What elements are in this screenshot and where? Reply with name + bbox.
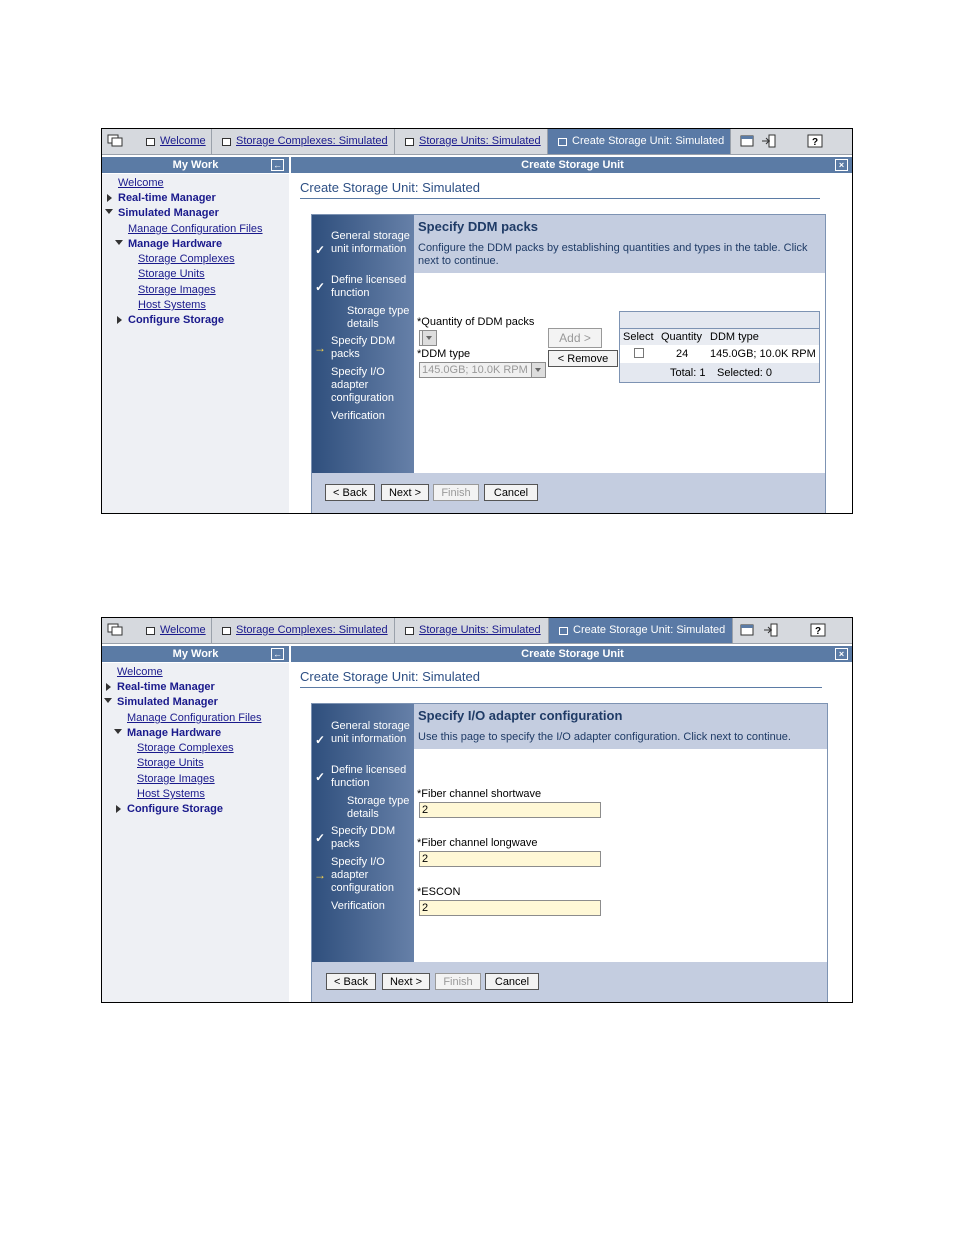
checkmark-icon: ✓: [315, 280, 326, 294]
escon-label: *ESCON: [417, 886, 461, 898]
ddm-type-value: 145.0GB; 10.0K RPM: [422, 364, 528, 376]
close-icon[interactable]: ×: [835, 159, 848, 171]
tab-storage-units-link[interactable]: Storage Units: Simulated: [419, 135, 541, 147]
wizard-panel: [311, 214, 826, 514]
nav-storage-images[interactable]: Storage Images: [137, 773, 215, 785]
step-general: General storage unit information: [331, 720, 410, 745]
wizard-steps: [312, 215, 414, 473]
nav-configure-storage[interactable]: Configure Storage: [127, 803, 223, 815]
logout-icon[interactable]: [761, 134, 777, 148]
fiber-longwave-input[interactable]: 2: [419, 851, 601, 867]
back-button[interactable]: < Back: [326, 973, 376, 990]
ddm-table: [619, 311, 820, 383]
tab-create-storage-unit[interactable]: [548, 129, 731, 154]
wizard-steps: [312, 704, 414, 962]
fiber-shortwave-label: *Fiber channel shortwave: [417, 788, 542, 800]
navigation-tree: [102, 663, 289, 1003]
table-selected: Selected: 0: [717, 367, 773, 379]
current-step-arrow-icon: →: [314, 868, 326, 882]
help-icon[interactable]: [810, 623, 826, 637]
row-quantity: 24: [676, 348, 689, 360]
tab-create-storage-unit-label: Create Storage Unit: Simulated: [573, 624, 726, 636]
my-work-title: My Work: [172, 159, 219, 171]
escon-input[interactable]: 2: [419, 900, 601, 916]
create-storage-unit-title: Create Storage Unit: [521, 159, 624, 171]
wizard-panel: [311, 703, 828, 1003]
step-storage-type: Storage type details: [347, 305, 410, 330]
close-icon[interactable]: ×: [835, 648, 848, 660]
row-ddm-type: 145.0GB; 10.0K RPM: [710, 348, 816, 360]
tab-storage-complexes-link[interactable]: Storage Complexes: Simulated: [236, 135, 388, 147]
cancel-button[interactable]: Cancel: [485, 973, 539, 990]
panel-header: [414, 704, 828, 749]
nav-manage-hardware[interactable]: Manage Hardware: [127, 727, 222, 739]
add-button[interactable]: Add >: [548, 328, 602, 348]
create-storage-unit-title: Create Storage Unit: [521, 648, 624, 660]
tab-storage-complexes[interactable]: [212, 129, 395, 154]
nav-storage-images[interactable]: Storage Images: [138, 284, 216, 296]
finish-button[interactable]: Finish: [435, 973, 481, 990]
content-area: [291, 174, 853, 514]
title-divider: [300, 687, 822, 688]
nav-welcome[interactable]: Welcome: [117, 666, 163, 678]
column-select[interactable]: Select: [623, 331, 654, 343]
next-button[interactable]: Next >: [381, 484, 429, 501]
quantity-label: *Quantity of DDM packs: [417, 316, 535, 328]
current-step-arrow-icon: →: [314, 341, 326, 355]
page-title: Create Storage Unit: Simulated: [300, 180, 480, 195]
nav-manage-hardware[interactable]: Manage Hardware: [128, 238, 223, 250]
panel-header: [414, 215, 826, 273]
nav-simulated-manager[interactable]: Simulated Manager: [117, 696, 218, 708]
windows-icon[interactable]: [107, 134, 123, 148]
checkmark-icon: ✓: [315, 243, 326, 257]
screenshot-io-adapter: [101, 617, 853, 1003]
create-storage-unit-header: [291, 157, 853, 173]
page-title: Create Storage Unit: Simulated: [300, 669, 480, 684]
navigation-tree: [102, 174, 289, 514]
wizard-footer: [312, 473, 826, 514]
nav-manage-config-files[interactable]: Manage Configuration Files: [128, 223, 263, 235]
create-storage-unit-header: [291, 646, 853, 662]
expand-icon[interactable]: [106, 683, 111, 691]
cancel-button[interactable]: Cancel: [484, 484, 538, 501]
row-select-checkbox[interactable]: [634, 348, 644, 358]
content-area: [291, 663, 853, 1003]
tab-welcome[interactable]: [136, 129, 212, 154]
fiber-shortwave-input[interactable]: 2: [419, 802, 601, 818]
nav-realtime-manager[interactable]: Real-time Manager: [117, 681, 215, 693]
tab-create-storage-unit[interactable]: [549, 618, 733, 643]
panel-description: Configure the DDM packs by establishing quantities and types in the table. Click next to continue.: [418, 242, 808, 267]
step-ddm-packs: Specify DDM packs: [331, 825, 396, 850]
finish-button[interactable]: Finish: [433, 484, 479, 501]
back-button[interactable]: < Back: [325, 484, 375, 501]
nav-storage-complexes[interactable]: Storage Complexes: [138, 253, 235, 265]
panel-title: Specify I/O adapter configuration: [418, 708, 623, 723]
expand-icon[interactable]: [117, 316, 122, 324]
collapse-icon[interactable]: [105, 209, 113, 214]
my-work-title: My Work: [172, 648, 219, 660]
nav-storage-units[interactable]: Storage Units: [138, 268, 205, 280]
tab-welcome-link[interactable]: Welcome: [160, 135, 206, 147]
tab-storage-units[interactable]: [395, 618, 549, 643]
nav-storage-complexes[interactable]: Storage Complexes: [137, 742, 234, 754]
nav-host-systems[interactable]: Host Systems: [138, 299, 206, 311]
tab-storage-units[interactable]: [395, 129, 548, 154]
step-verification: Verification: [331, 410, 385, 422]
my-work-header: [102, 646, 289, 662]
svg-text:?: ?: [814, 626, 822, 637]
step-io-adapter: Specify I/O adapter configuration: [331, 366, 394, 404]
panel-description: Use this page to specify the I/O adapter configuration. Click next to continue.: [418, 731, 791, 743]
checkmark-icon: ✓: [315, 770, 326, 784]
checkmark-icon: ✓: [315, 831, 326, 845]
tab-storage-complexes-link[interactable]: Storage Complexes: Simulated: [236, 624, 388, 636]
tab-welcome-link[interactable]: Welcome: [160, 624, 206, 636]
title-divider: [300, 198, 820, 199]
tab-storage-units-link[interactable]: Storage Units: Simulated: [419, 624, 541, 636]
minimize-icon[interactable]: [739, 623, 755, 637]
remove-button[interactable]: < Remove: [548, 350, 618, 367]
my-work-header: [102, 157, 289, 173]
ddm-type-select[interactable]: [419, 362, 546, 378]
nav-configure-storage[interactable]: Configure Storage: [128, 314, 224, 326]
collapse-icon[interactable]: [104, 698, 112, 703]
minimize-icon[interactable]: [739, 134, 755, 148]
collapse-icon[interactable]: [114, 729, 122, 734]
collapse-nav-icon[interactable]: ←: [273, 649, 282, 659]
tab-create-storage-unit-label: Create Storage Unit: Simulated: [572, 135, 725, 147]
next-button[interactable]: Next >: [382, 973, 430, 990]
tab-bar: [102, 129, 853, 155]
step-storage-type: Storage type details: [347, 795, 410, 820]
tab-storage-complexes[interactable]: [212, 618, 395, 643]
step-general: General storage unit information: [331, 230, 410, 255]
panel-title: Specify DDM packs: [418, 219, 538, 234]
logout-icon[interactable]: [763, 623, 779, 637]
windows-icon[interactable]: [107, 623, 123, 637]
nav-simulated-manager[interactable]: Simulated Manager: [118, 207, 219, 219]
column-quantity[interactable]: Quantity: [661, 331, 702, 343]
expand-icon[interactable]: [116, 805, 121, 813]
nav-manage-config-files[interactable]: Manage Configuration Files: [127, 712, 262, 724]
checkmark-icon: ✓: [315, 733, 326, 747]
fiber-longwave-label: *Fiber channel longwave: [417, 837, 538, 849]
quantity-select[interactable]: [419, 330, 437, 346]
nav-welcome[interactable]: Welcome: [118, 177, 164, 189]
tab-bar: [102, 618, 853, 644]
expand-icon[interactable]: [107, 194, 112, 202]
column-ddm-type[interactable]: DDM type: [710, 331, 759, 343]
step-licensed-function: Define licensed function: [331, 764, 407, 789]
help-icon[interactable]: [807, 134, 823, 148]
collapse-icon[interactable]: [115, 240, 123, 245]
step-licensed-function: Define licensed function: [331, 274, 407, 299]
nav-realtime-manager[interactable]: Real-time Manager: [118, 192, 216, 204]
nav-host-systems[interactable]: Host Systems: [137, 788, 205, 800]
svg-text:?: ?: [811, 137, 819, 148]
collapse-nav-icon[interactable]: ←: [273, 160, 282, 170]
wizard-footer: [312, 962, 828, 1003]
nav-storage-units[interactable]: Storage Units: [137, 757, 204, 769]
step-io-adapter: Specify I/O adapter configuration: [331, 856, 394, 894]
table-total: Total: 1: [670, 367, 706, 379]
screenshot-ddm-packs: [101, 128, 853, 514]
tab-welcome[interactable]: [136, 618, 212, 643]
step-ddm-packs: Specify DDM packs: [331, 335, 396, 360]
ddm-type-label: *DDM type: [417, 348, 471, 360]
step-verification: Verification: [331, 900, 385, 912]
